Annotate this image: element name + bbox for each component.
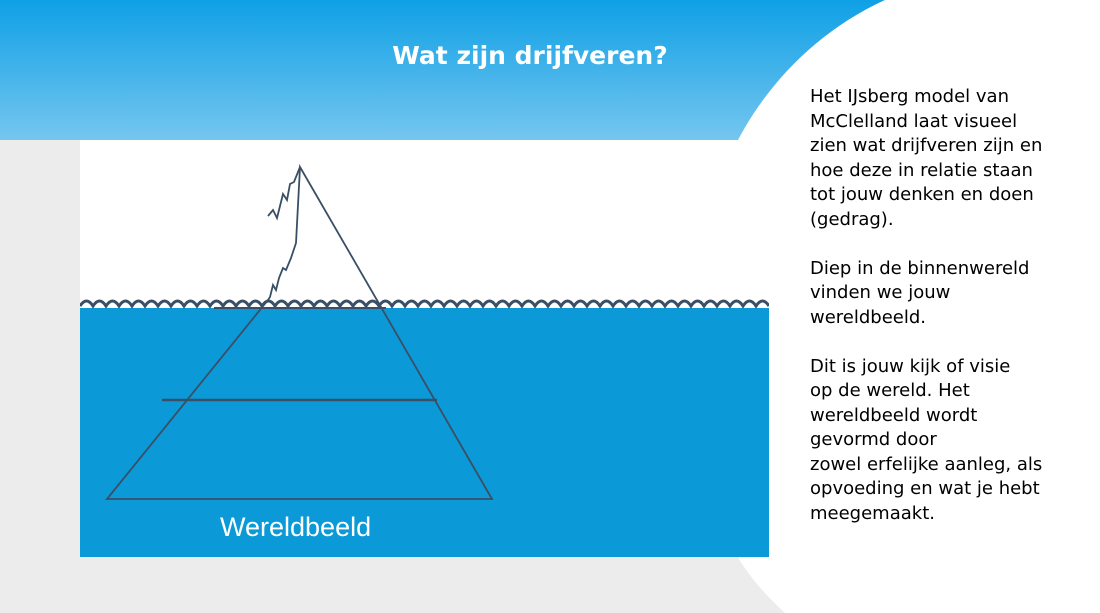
layer-label-wereldbeeld: Wereldbeeld xyxy=(220,512,372,542)
paragraph-wereldbeeld: Dit is jouw kijk of visie op de wereld. Het wereldbeeld wordt gevormd door zowel erfelijke aanleg, als opvoeding en wat je hebt meegemaakt. xyxy=(810,355,1043,524)
paragraph-intro: Het IJsberg model van McClelland laat visueel zien wat drijfveren zijn en hoe deze in relatie staan tot jouw denken en doen (gedrag). xyxy=(810,86,1043,230)
slide-title: Wat zijn drijfveren? xyxy=(392,41,668,70)
paragraph-binnenwereld: Diep in de binnenwereld vinden we jouw wereldbeeld. xyxy=(810,257,1030,328)
waterline-waves xyxy=(80,301,769,306)
water-area xyxy=(80,308,769,557)
explanation-text xyxy=(810,85,1078,526)
iceberg-drawing xyxy=(80,140,769,557)
iceberg-diagram xyxy=(80,140,769,557)
iceberg-peak-detail xyxy=(268,167,300,218)
